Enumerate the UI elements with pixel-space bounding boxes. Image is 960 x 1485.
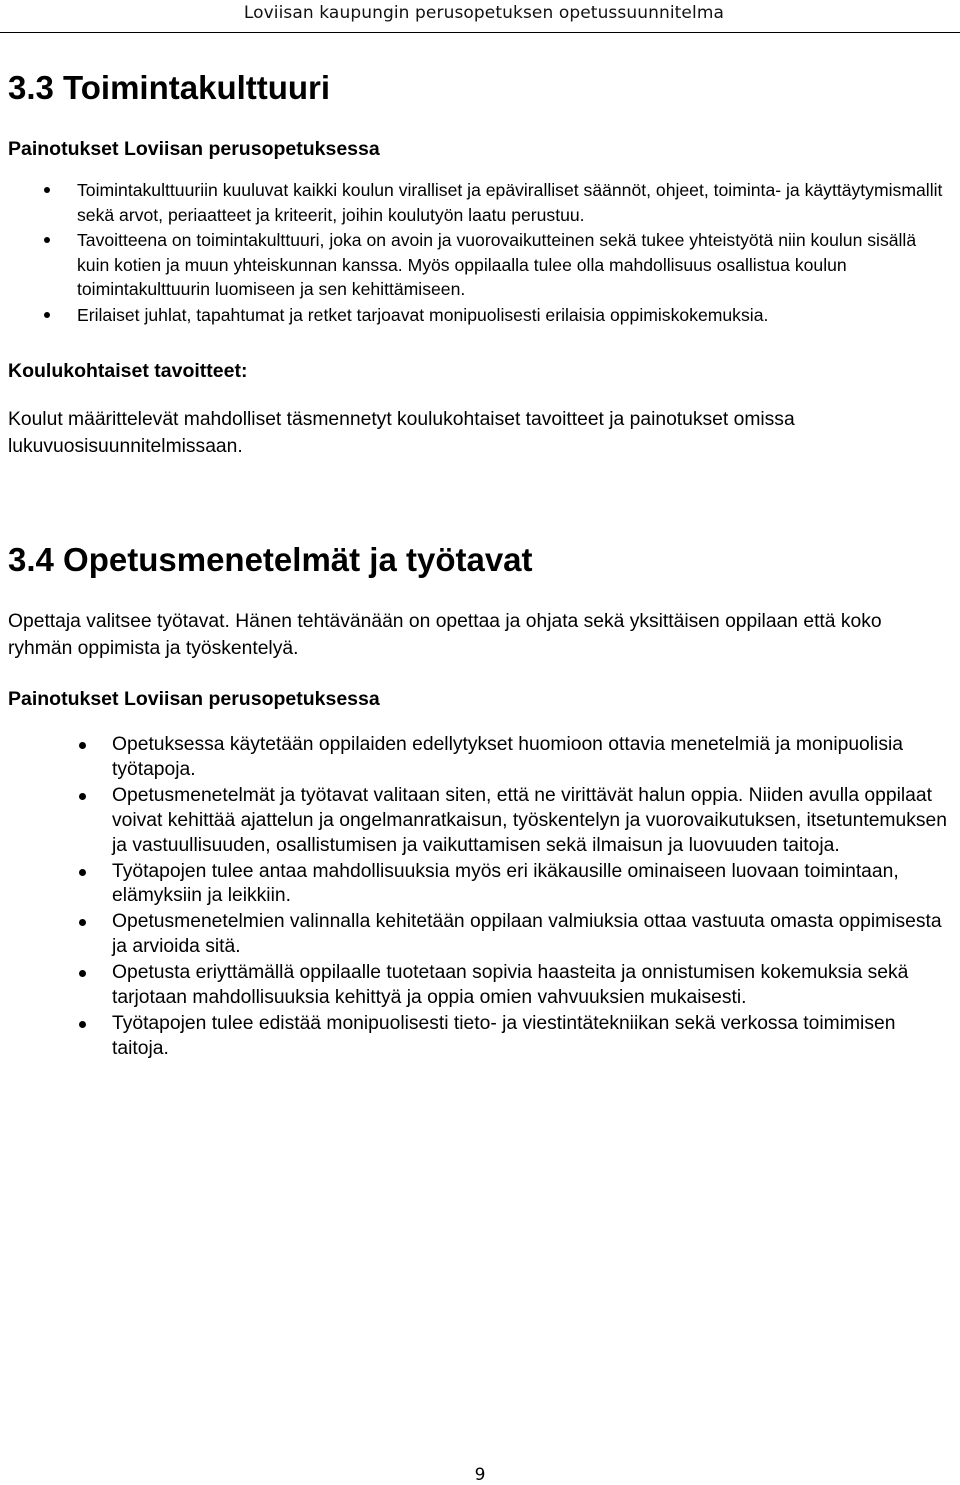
list-item: Työtapojen tulee antaa mahdollisuuksia myös eri ikäkausille ominaiseen luovaan toimintaan, elämyksiin ja leikkiin.	[0, 860, 950, 910]
running-header-title: Loviisan kaupungin perusopetuksen opetussuunnitelma	[243, 3, 724, 23]
list-item: Opetusta eriyttämällä oppilaalle tuotetaan sopivia haasteita ja onnistumisen kokemuksia sekä tarjotaan mahdollisuuksia kehittyä ja oppia omien vahvuuksien mukaisesti.	[0, 961, 950, 1011]
school-goals-text: Koulut määrittelevät mahdolliset täsmennetyt koulukohtaiset tavoitteet ja painotukset omissa lukuvuosisuunnitelmissaan.	[8, 409, 795, 457]
section-3-4-subheading: Painotukset Loviisan perusopetuksessa	[8, 688, 380, 710]
list-item: Toimintakulttuuriin kuuluvat kaikki koulun viralliset ja epäviralliset säännöt, ohjeet, toiminta- ja käyttäytymismallit sekä arvot, periaatteet ja kriteerit, joihin koulutyön laatu perustuu.	[0, 178, 950, 227]
section-3-4-title: 3.4 Opetusmenetelmät ja työtavat	[8, 541, 533, 578]
section-3-3-title: 3.3 Toimintakulttuuri	[8, 69, 331, 106]
page-number: 9	[474, 1465, 486, 1485]
section-3-3-bullet-list	[0, 178, 950, 327]
list-item: Työtapojen tulee edistää monipuolisesti tieto- ja viestintätekniikan sekä verkossa toimimisen taitoja.	[0, 1012, 950, 1062]
section-3-4-bullet-list	[0, 733, 950, 1062]
section-3-4-intro: Opettaja valitsee työtavat. Hänen tehtävänään on opettaa ja ohjata sekä yksittäisen oppilaan että koko ryhmän oppimista ja työskentelyä.	[8, 611, 882, 659]
list-item: Opetusmenetelmät ja työtavat valitaan siten, että ne virittävät halun oppia. Niiden avulla oppilaat voivat kehittää ajattelun ja ongelmanratkaisun, työskentelyn ja vuorovaikutuksen, itsetuntemuksen ja vastuullisuuden, osallistumisen ja vaikuttamisen sekä ilmaisun ja luovuuden taitoja.	[0, 784, 950, 859]
section-3-3-subheading: Painotukset Loviisan perusopetuksessa	[8, 138, 380, 160]
list-item: Opetuksessa käytetään oppilaiden edellytykset huomioon ottavia menetelmiä ja monipuolisia työtapoja.	[0, 733, 950, 783]
header-rule	[0, 32, 960, 33]
list-item: Tavoitteena on toimintakulttuuri, joka on avoin ja vuorovaikutteinen sekä tukee yhteistyötä niin koulun sisällä kuin kotien ja muun yhteiskunnan kanssa. Myös oppilaalla tulee olla mahdollisuus osallistua koulun toimintakulttuurin luomiseen ja sen kehittämiseen.	[0, 228, 950, 302]
list-item: Opetusmenetelmien valinnalla kehitetään oppilaan valmiuksia ottaa vastuuta omasta oppimisesta ja arvioida sitä.	[0, 910, 950, 960]
school-goals-heading: Koulukohtaiset tavoitteet:	[8, 360, 248, 382]
list-item: Erilaiset juhlat, tapahtumat ja retket tarjoavat monipuolisesti erilaisia oppimiskokemuksia.	[0, 303, 950, 328]
